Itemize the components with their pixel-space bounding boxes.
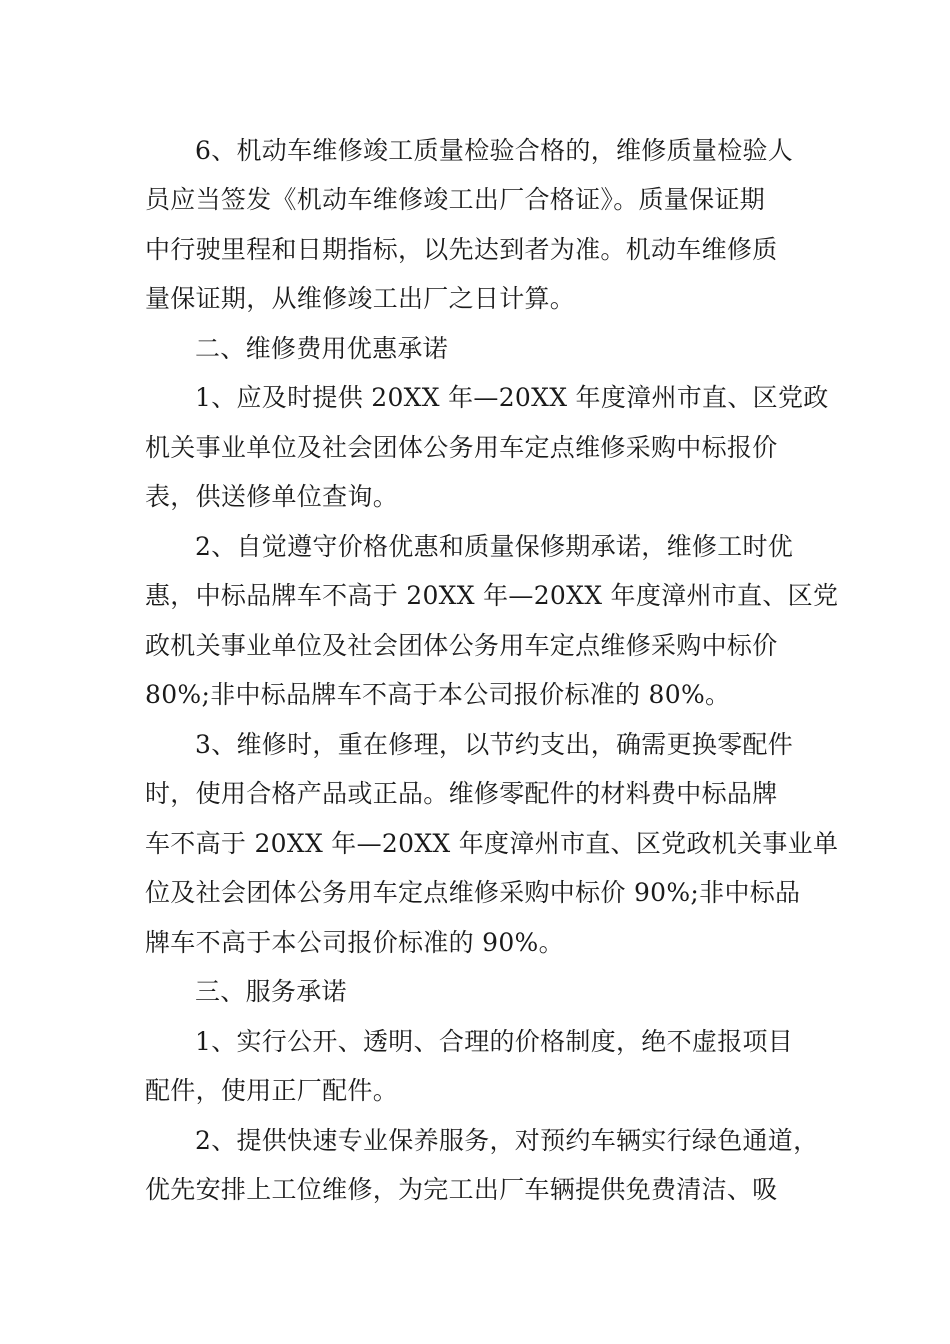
text-line: 车不高于 20XX 年—20XX 年度漳州市直、区党政机关事业单: [145, 829, 839, 858]
text-line: 机关事业单位及社会团体公务用车定点维修采购中标报价: [145, 433, 778, 462]
text-line: 惠，中标品牌车不高于 20XX 年—20XX 年度漳州市直、区党: [145, 581, 839, 610]
text-line: 表，供送修单位查询。: [145, 482, 399, 511]
text-line: 3、维修时，重在修理，以节约支出，确需更换零配件: [195, 730, 794, 759]
text-line: 1、应及时提供 20XX 年—20XX 年度漳州市直、区党政: [195, 383, 829, 412]
section-heading: 二、维修费用优惠承诺: [195, 334, 449, 363]
text-line: 中行驶里程和日期指标，以先达到者为准。机动车维修质: [145, 235, 778, 264]
text-line: 1、实行公开、透明、合理的价格制度，绝不虚报项目: [195, 1027, 794, 1056]
text-line: 2、自觉遵守价格优惠和质量保修期承诺，维修工时优: [195, 532, 794, 561]
text-line: 2、提供快速专业保养服务，对预约车辆实行绿色通道，: [195, 1126, 819, 1155]
text-line: 量保证期，从维修竣工出厂之日计算。: [145, 284, 576, 313]
text-line: 配件，使用正厂配件。: [145, 1076, 399, 1105]
text-line: 员应当签发《机动车维修竣工出厂合格证》。质量保证期: [145, 185, 766, 214]
text-line: 80%;非中标品牌车不高于本公司报价标准的 80%。: [145, 680, 731, 709]
text-line: 政机关事业单位及社会团体公务用车定点维修采购中标价: [145, 631, 778, 660]
text-line: 优先安排上工位维修，为完工出厂车辆提供免费清洁、吸: [145, 1175, 778, 1204]
text-line: 时，使用合格产品或正品。维修零配件的材料费中标品牌: [145, 779, 778, 808]
text-line: 6、机动车维修竣工质量检验合格的，维修质量检验人: [195, 136, 794, 165]
text-line: 位及社会团体公务用车定点维修采购中标价 90%;非中标品: [145, 878, 801, 907]
section-heading: 三、服务承诺: [195, 977, 347, 1006]
text-line: 牌车不高于本公司报价标准的 90%。: [145, 928, 564, 957]
